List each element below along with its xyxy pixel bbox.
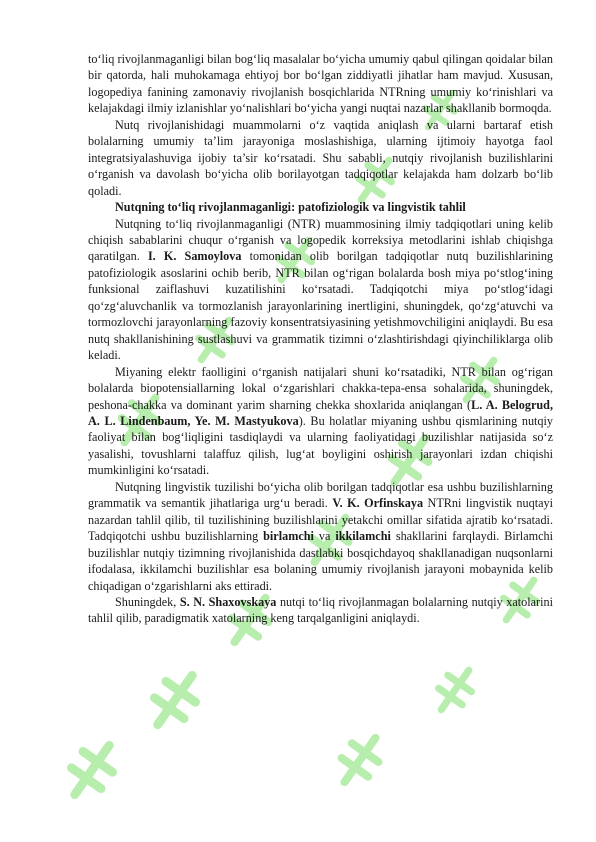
watermark-stroke xyxy=(331,729,389,792)
text-run: tomonidan olib borilgan tadqiqotlar nutq buzilishlarining patofiziologik asoslarini ochib berib, NTR bilan og‘rigan bolalarda bosh miya po‘stlog‘ining funksional zaiflashuvi kuzatilishini ko‘rsatadi. Tadqiqotchi miya po‘stlog‘idagi qo‘zg‘aluvchanlik va tormozlanish jarayonlarining inertligini, shuningdek, qo‘zg‘atuvchi va tormozlovchi jarayonlarning fazoviy konsentratsiyasining yetishmovchiligini aniqlaydi. Bu esa nutq shakllanishining sustlashuvi va grammatik tizimni o‘zlashtirishdagi qiyinchiliklarga olib keladi. xyxy=(88,249,554,363)
text-run: shakllarini farqlaydi. Birlamchi buzilishlar nutqiy tizimning rivojlanishida dastlabki bosqichdayoq shakllanadigan nuqsonlarni ifodalasa, ikkilamchi buzilishlar esa bolaning umumiy rivojlanish jarayoni mobaynida kelib chiqadigan o‘zgarishlarni aks ettiradi. xyxy=(88,529,553,593)
text-run: Nutqning lingvistik tuzilishi bo‘yicha olib borilgan tadqiqotlar esa ushbu buzilishlarning grammatik va semantik jihatlariga urg‘u beradi. xyxy=(88,479,553,511)
bold-text: S. N. Shaxovskaya xyxy=(179,594,277,609)
bold-text: Nutqning to‘liq rivojlanmaganligi: patofiziologik va lingvistik tahlil xyxy=(115,200,466,215)
bold-text: birlamchi xyxy=(263,529,314,544)
paragraph xyxy=(88,216,553,364)
text-run: to‘liq rivojlanmaganligi bilan bog‘liq masalalar bo‘yicha umumiy qabul qilingan qoidalar bilan bir qatorda, hali muhokamaga ehtiyoj bor bo‘lgan ziddiyatli jihatlar ham mavjud. Xususan, logopediya fanining zamonaviy rivojlanish bosqichlarida NTRning umumiy ko‘rinishlari va kelajakdagi ilmiy izlanishlar yo‘nalishlari bo‘yicha yangi nuqtai nazarlar shakllanib bormoqda. xyxy=(88,52,553,116)
text-run: ). Bu holatlar miyaning ushbu qismlarining nutqiy faoliyat bilan bog‘liqligini tasdiqlaydi va ularning faoliyatidagi buzilishlar natijasida so‘z yasalishi, tovushlarni talaffuz qilish, lug‘at boyligini oshirish jarayonlari izdan chiqishi mumkinligini ko‘rsatadi. xyxy=(88,413,554,478)
watermark-stroke xyxy=(429,662,480,718)
bold-text: V. K. Orfinskaya xyxy=(332,496,424,511)
text-run: Nutqning to‘liq rivojlanmaganligi (NTR) muammosining ilmiy tadqiqotlari uning kelib chiqish sabablarini chuqur o‘rganish va logopedik korreksiya metodlarini ishlab chiqishga qaratilgan. xyxy=(88,216,553,264)
text-run: va xyxy=(313,529,336,544)
text-run: Nutq rivojlanishidagi muammolarni o‘z vaqtida aniqlash va ularni bartaraf etish bolalarning umumiy ta’lim jarayoniga moslashishiga, ularning ijtimoiy hayotga faol integratsiyalashuviga ijobiy ta’sir ko‘rsatadi. Shu sababli, nutqiy rivojlanish buzilishlarini o‘rganish va davolash bo‘yicha olib borilayotgan tadqiqotlar kelajakda ham dolzarb bo‘lib qoladi. xyxy=(88,117,553,198)
text-run: Shuningdek, xyxy=(115,594,180,609)
section-heading xyxy=(88,199,553,215)
paragraph xyxy=(88,117,553,199)
document-body xyxy=(88,51,553,627)
text-run: NTRni lingvistik nuqtayi nazardan tahlil qilib, til tuzilishining buzilishlarini yetakchi omillar sifatida ajratib ko‘rsatadi. Tadqiqotchi ushbu buzilishlarning xyxy=(88,496,553,544)
bold-text: I. K. Samoylova xyxy=(147,249,242,264)
watermark-stroke xyxy=(60,735,124,805)
paragraph xyxy=(88,594,553,627)
text-run: nutqi to‘liq rivojlanmagan bolalarning nutqiy xatolarini tahlil qilib, paradigmatik xatolarning keng tarqalganligini aniqlaydi. xyxy=(88,594,553,626)
paragraph xyxy=(88,51,553,117)
paragraph xyxy=(88,364,553,479)
bold-text: L. A. Belogrud, A. L. Lindenbaum, Ye. M. Mastyukova xyxy=(88,397,553,428)
bold-text: ikkilamchi xyxy=(335,529,391,544)
watermark-stroke xyxy=(143,665,207,735)
paragraph xyxy=(88,479,553,594)
text-run: Miyaning elektr faolligini o‘rganish natijalari shuni ko‘rsatadiki, NTR bilan og‘rigan bolalarda biopotensiallarning lokal o‘zgarishlari chakka-tepa-ensa sohalarida, shuningdek, peshona-chakka va dominant yarim sharning chekka shoxlarida aniqlangan ( xyxy=(88,364,553,412)
